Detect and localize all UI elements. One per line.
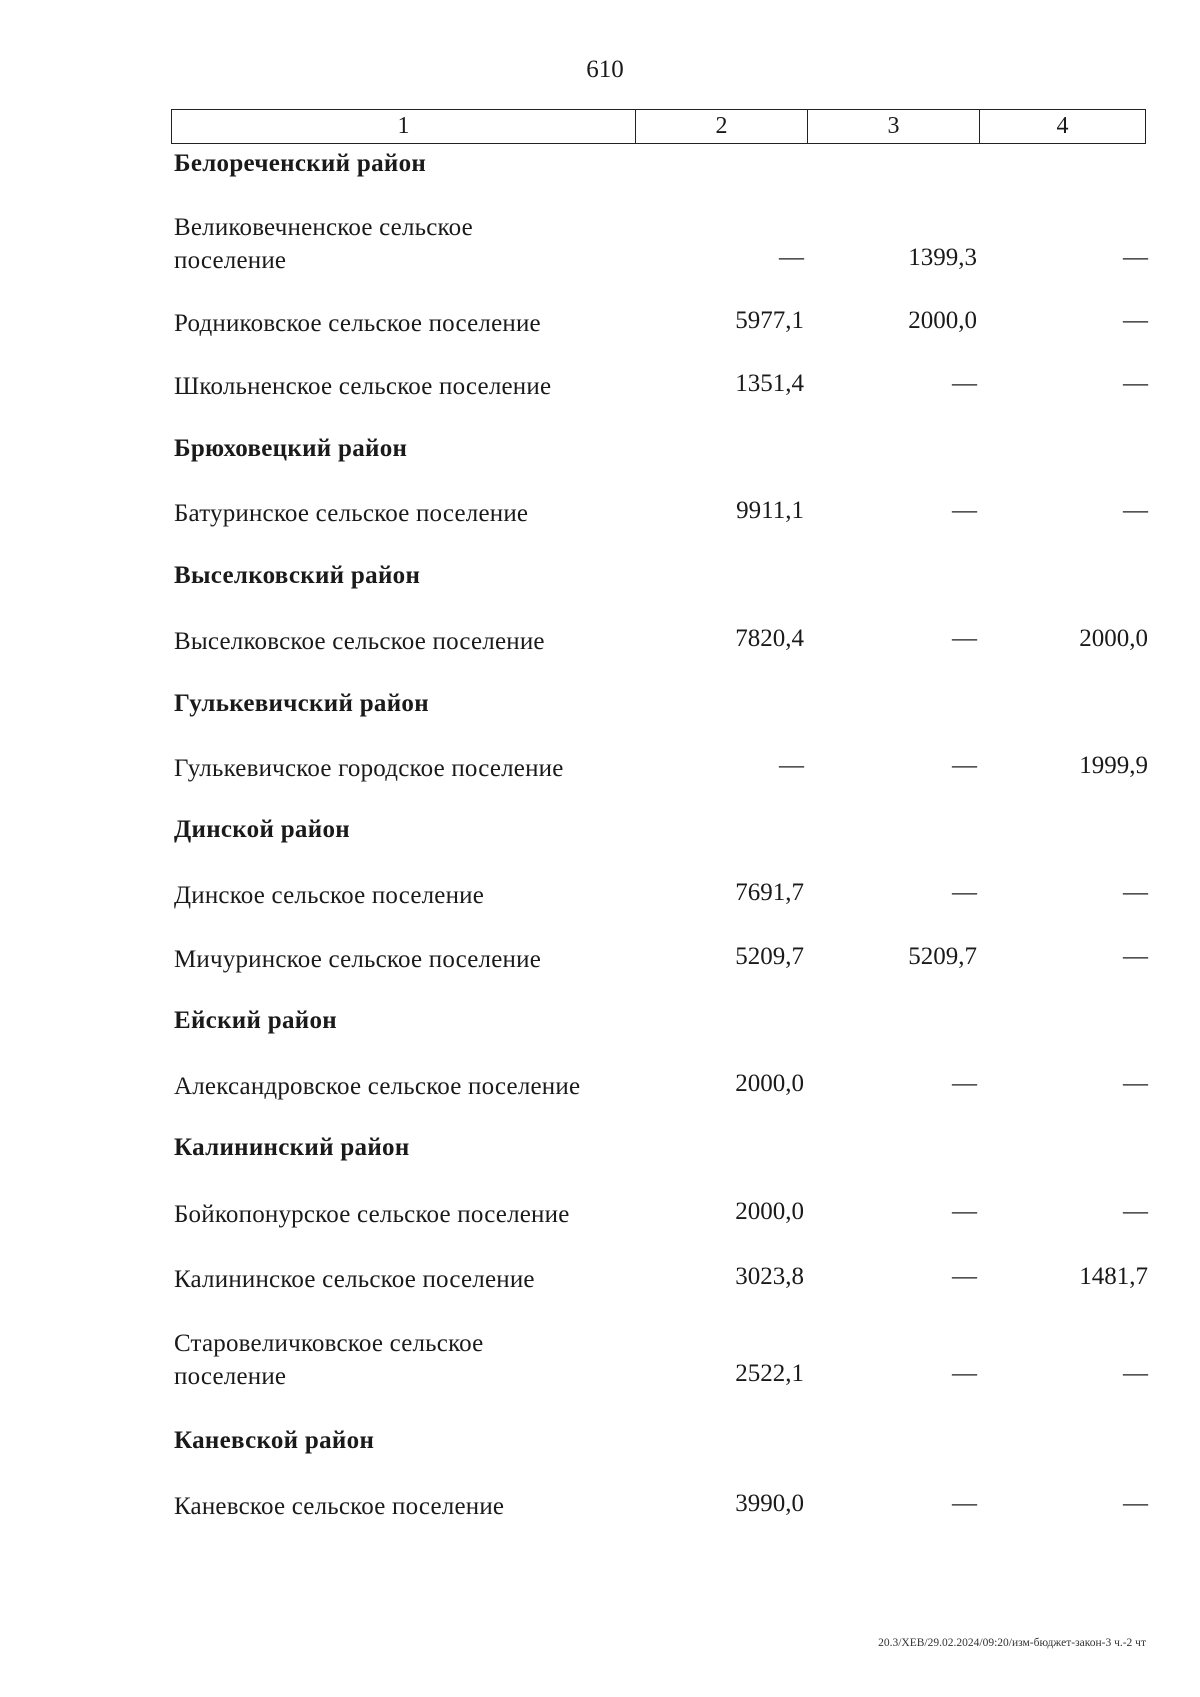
settlement-name: Гулькевичское городское поселение [174,755,564,782]
settlement-name: Бойкопонурское сельское поселение [174,1201,570,1228]
value-col3: — [952,1263,977,1290]
value-col4: — [1123,307,1148,334]
value-col2: 2000,0 [735,1070,804,1097]
value-col2: 9911,1 [736,497,804,524]
column-header-4: 4 [1056,113,1069,139]
settlement-name: Александровское сельское поселение [174,1073,581,1100]
value-col4: — [1123,497,1148,524]
settlement-name: Родниковское сельское поселение [174,310,541,337]
value-col3: — [952,1198,977,1225]
settlement-name: Каневское сельское поселение [174,1493,505,1520]
value-col4: 2000,0 [1079,625,1148,652]
value-col3: — [952,1490,977,1517]
settlement-name: Выселковское сельское поселение [174,628,545,655]
settlement-name: Батуринское сельское поселение [174,500,529,527]
settlement-name-line1: Старовеличковское сельское [174,1330,484,1357]
column-header-2: 2 [636,110,808,143]
value-col2: 1351,4 [735,370,804,397]
value-col4: — [1123,1490,1148,1517]
district-heading: Белореченский район [174,150,427,177]
district-heading: Брюховецкий район [174,435,408,462]
district-heading: Калининский район [174,1134,410,1161]
value-col3: — [952,752,977,779]
settlement-name: Калининское сельское поселение [174,1266,535,1293]
value-col2: 2000,0 [735,1198,804,1225]
value-col3: — [952,1360,977,1387]
value-col3: — [952,1070,977,1097]
settlement-name-line1: Великовечненское сельское [174,214,473,241]
value-col2: — [779,244,804,271]
value-col3: 5209,7 [908,943,977,970]
value-col4: — [1123,1198,1148,1225]
value-col2: 7691,7 [735,879,804,906]
value-col3: — [952,370,977,397]
value-col2: 2522,1 [735,1360,804,1387]
value-col2: 5209,7 [735,943,804,970]
value-col3: — [952,497,977,524]
column-header-3: 3 [808,110,980,143]
value-col2: 3023,8 [735,1263,804,1290]
district-heading: Ейский район [174,1007,337,1034]
value-col4: 1481,7 [1079,1263,1148,1290]
district-heading: Каневской район [174,1427,375,1454]
settlement-name: Мичуринское сельское поселение [174,946,541,973]
value-col2: 3990,0 [735,1490,804,1517]
value-col4: 1999,9 [1079,752,1148,779]
value-col4: — [1123,370,1148,397]
district-heading: Динской район [174,816,350,843]
column-header-1: 1 [172,110,636,143]
settlement-name-line2: поселение [174,247,287,274]
document-footer-code: 20.3/ХЕВ/29.02.2024/09:20/изм-бюджет-закон-3 ч.-2 чт [878,1637,1146,1649]
value-col3: — [952,879,977,906]
settlement-name [174,211,473,277]
settlement-name [174,1327,483,1393]
settlement-name-line2: поселение [174,1363,287,1390]
district-heading: Выселковский район [174,562,421,589]
value-col3: — [952,625,977,652]
value-col3: 1399,3 [908,244,977,271]
district-heading: Гулькевичский район [174,690,429,717]
settlement-name: Динское сельское поселение [174,882,485,909]
value-col4: — [1123,1070,1148,1097]
value-col2: — [779,752,804,779]
value-col4: — [1123,943,1148,970]
value-col3: 2000,0 [908,307,977,334]
page-number: 610 [586,56,624,83]
value-col4: — [1123,879,1148,906]
value-col2: 7820,4 [735,625,804,652]
settlement-name: Школьненское сельское поселение [174,373,552,400]
value-col4: — [1123,1360,1148,1387]
value-col2: 5977,1 [735,307,804,334]
value-col4: — [1123,244,1148,271]
